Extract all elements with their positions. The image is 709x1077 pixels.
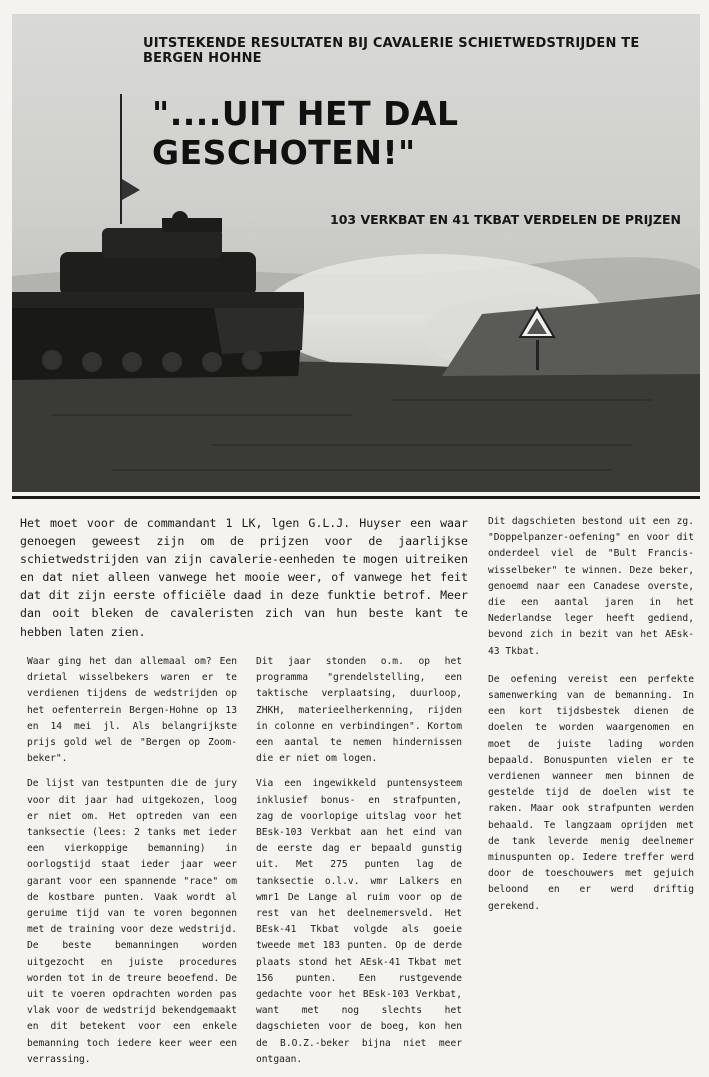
paragraph: Dit jaar stonden o.m. op het programma "grendelstelling, een taktische verplaatsing, duurloop, ZHKH, materieelherkenning, rijden in colonne en verbindingen". Kortom een aantal te nemen hindernissen die er niet om logen. [256, 656, 462, 765]
paragraph: De lijst van testpunten die de jury voor dit jaar had uitgekozen, loog er niet om. Het optreden van een tanksectie (lees: 2 tanks met ieder een vierkoppige bemanning) in oorlogstijd staat ieder jaar weer garant voor een spannende "race" om de kostbare punten. Vaak wordt al geruime tijd van te voren begonnen met de training voor deze wedstrijd. De beste bemanningen worden uitgezocht en juiste procedures worden tot in de treure beoefend. De uit te voeren opdrachten worden pas vlak voor de wedstrijd bekendgemaakt en dit betekent voor een enkele bemanning toch iedere keer weer een verrassing. [27, 778, 237, 1065]
article-column-1 [27, 654, 237, 1077]
paragraph: Via een ingewikkeld puntensysteem inklusief bonus- en strafpunten, zag de voorlopige uitslag voor het BEsk-103 Verkbat aan het eind van de eerste dag er bepaald gunstig uit. Met 275 punten lag de tanksectie o.l.v. wmr Lalkers en wmr1 De Lange al ruim voor op de rest van het deelnemersveld. Het BEsk-41 Tkbat volgde als goeie tweede met 183 punten. Op de derde plaats stond het AEsk-41 Tkbat met 156 punten. Een rustgevende gedachte voor het BEsk-103 Verkbat, want met nog slechts het dagschieten voor de boeg, kon hen de B.O.Z.-beker bijna niet meer ontgaan. [256, 778, 462, 1065]
divider-rule [12, 496, 700, 499]
article-column-2 [256, 654, 462, 1077]
tank-photo [12, 14, 700, 492]
paragraph: Waar ging het dan allemaal om? Een drietal wisselbekers waren er te verdienen tijdens de wedstrijden op het oefenterrein Bergen-Hohne op 13 en 14 mei jl. Als belangrijkste prijs gold wel de "Bergen op Zoom-beker". [27, 656, 237, 765]
intro-paragraph: Het moet voor de commandant 1 LK, lgen G.L.J. Huyser een waar genoegen geweest zijn om de prijzen voor de jaarlijkse schietwedstrijden van zijn cavalerie-eenheden te mogen uitreiken en dat niet alleen vanwege het mooie weer, of vanwege het feit dat dit zijn eerste officiële daad in deze funktie betrof. Meer dan ooit bleken de cavaleristen zich van hun beste kant te hebben laten zien. [20, 516, 468, 639]
paragraph: De oefening vereist een perfekte samenwerking van de bemanning. In een kort tijdsbestek dienen de doelen te worden waargenomen en moet de juiste lading worden bepaald. Bonuspunten vielen er te verdienen wanneer men binnen de gestelde tijd de doelen wist te raken. Maar ook strafpunten werden behaald. Te langzaam oprijden met de tank leverde menig deelnemer minuspunten op. Iedere treffer werd door de toeschouwers met gejuich beloond en er werd driftig gerekend. [488, 673, 694, 912]
kicker-heading: UITSTEKENDE RESULTATEN BIJ CAVALERIE SCHIETWEDSTRIJDEN TE BERGEN HOHNE [143, 36, 640, 66]
tank-photo-illustration [12, 14, 700, 492]
page-title: "....UIT HET DAL GESCHOTEN!" [152, 94, 459, 172]
subheading: 103 VERKBAT EN 41 TKBAT VERDELEN DE PRIJZEN [330, 212, 681, 227]
paragraph: Dit dagschieten bestond uit een zg. "Doppelpanzer-oefening" en voor dit onderdeel viel de "Bult Francis-wisselbeker" te winnen. Deze beker, genoemd naar een Canadese overste, die een aantal jaren in het Nederlandse leger heeft gediend, bevond zich in bezit van het AEsk-43 Tkbat. [488, 516, 694, 657]
article-column-3 [488, 514, 694, 927]
